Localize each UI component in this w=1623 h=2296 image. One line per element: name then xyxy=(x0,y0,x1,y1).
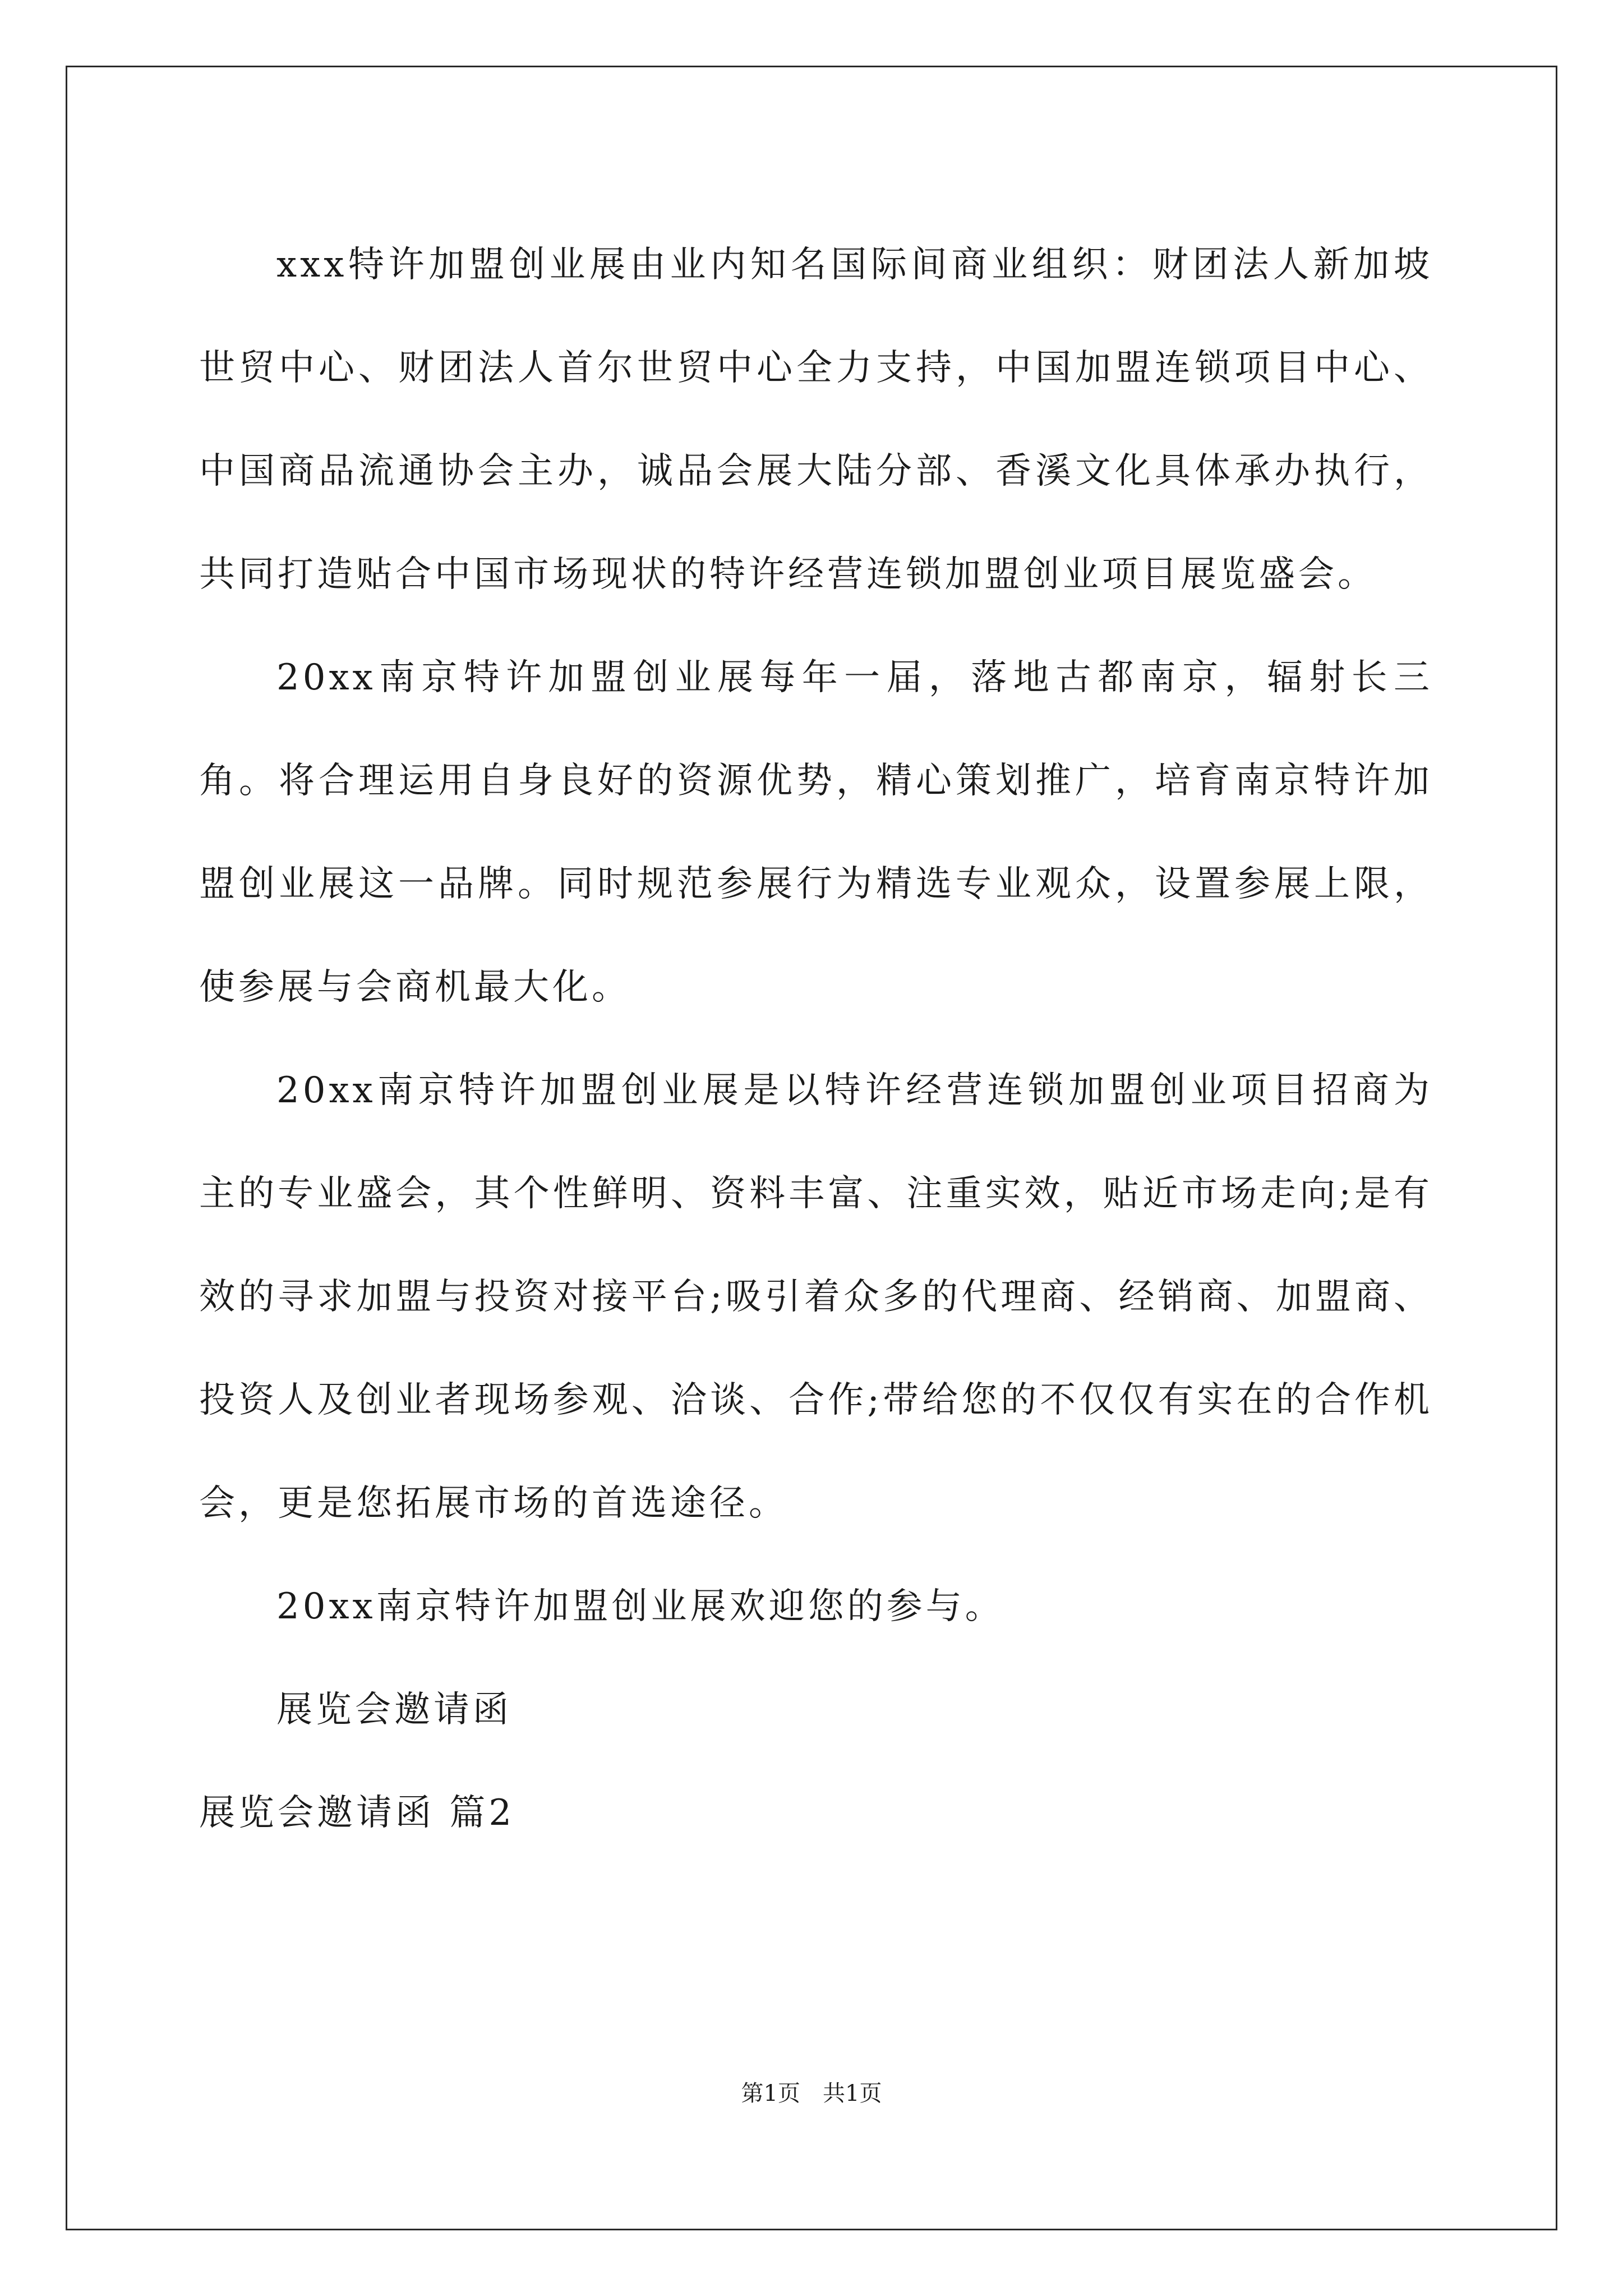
page-number: 第1页 共1页 xyxy=(741,2081,882,2106)
paragraph-intro: xxx特许加盟创业展由业内知名国际间商业组织：财团法人新加坡世贸中心、财团法人首尔世贸中心全力支持，中国加盟连锁项目中心、中国商品流通协会主办，诚品会展大陆分部、香溪文化具体承办执行，共同打造贴合中国市场现状的特许经营连锁加盟创业项目展览盛会。 xyxy=(199,244,1433,595)
paragraph-annual-event: 20xx南京特许加盟创业展每年一届，落地古都南京，辐射长三角。将合理运用自身良好的资源优势，精心策划推广，培育南京特许加盟创业展这一品牌。同时规范参展行为精选专业观众，设置参展上限，使参展与会商机最大化。 xyxy=(199,657,1433,1008)
paragraph-event-description: 20xx南京特许加盟创业展是以特许经营连锁加盟创业项目招商为主的专业盛会，其个性鲜明、资料丰富、注重实效，贴近市场走向;是有效的寻求加盟与投资对接平台;吸引着众多的代理商、经销商、加盟商、投资人及创业者现场参观、洽谈、合作;带给您的不仅仅有实在的合作机会，更是您拓展市场的首选途径。 xyxy=(199,1070,1433,1524)
paragraph-welcome: 20xx南京特许加盟创业展欢迎您的参与。 xyxy=(276,1586,1004,1627)
section-title: 展览会邀请函 篇2 xyxy=(199,1792,515,1834)
invitation-caption: 展览会邀请函 xyxy=(276,1689,512,1731)
document-body xyxy=(199,213,1433,1865)
